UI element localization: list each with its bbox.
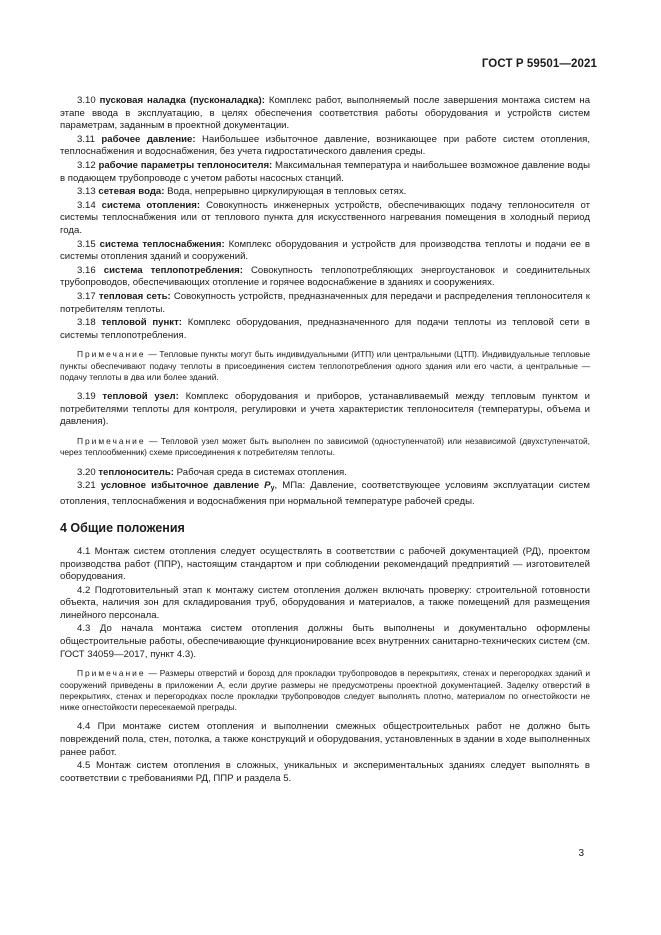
page-body [60, 95, 590, 786]
paragraph-4-2: 4.2 Подготовительный этап к монтажу систем отопления должен включать проверку: строительной готовности объекта, наличия зон для складирования труб, оборудования и материалов, а также помещений для размещения линейного персонала. [60, 584, 590, 621]
definition-3-11: 3.11 рабочее давление: Наибольшее избыточное давление, возникающее при работе систем отопления, теплоснабжения и водоснабжения, без учета гидростатического давления среды. [60, 133, 591, 158]
term: рабочие параметры теплоносителя: [98, 159, 273, 171]
definition-3-12: 3.12 рабочие параметры теплоносителя: Максимальная температура и наибольшее возможное давление воды в подающем трубопроводе с учетом работы насосных станций. [60, 159, 590, 184]
note-label: Примечание [77, 349, 146, 360]
definition-3-19: 3.19 тепловой узел: Комплекс оборудования и приборов, устанавливаемый между тепловым пунктом и потребителями теплоты для контроля, регулировки и учета характеристик теплоносителя (температуры, объема и давления). [60, 391, 590, 428]
term: теплоноситель: [98, 466, 174, 478]
paragraph-4-4: 4.4 При монтаже систем отопления и выполнении смежных общестроительных работ не должно быть повреждений пола, стен, потолка, а также конструкций и оборудования, установленных в здании в ходе выполненных ранее работ. [60, 721, 590, 758]
term: тепловая сеть: [98, 290, 171, 302]
definition-3-14: 3.14 система отопления: Совокупность инженерных устройств, обеспечивающих подачу теплоносителя от системы теплоснабжения или от теплового пункта для искусственного нагревания помещения в холодный период года. [60, 199, 590, 236]
term: условное избыточное давление [100, 480, 260, 492]
term: система теплопотребления: [103, 264, 243, 276]
term: пусковая наладка (пусконаладка): [99, 95, 265, 106]
definition-3-21: 3.21 условное избыточное давление $P_у$, МПа: Давление, соответствующее условиям эксплуатации систем отопления, теплоснабжения и водоснабжения при нормальной температуре рабочей среды. [60, 480, 590, 507]
note-3-18: Примечание — Тепловые пункты могут быть индивидуальными (ИТП) или центральными (ЦТП). Индивидуальные тепловые пункты обеспечивают подачу теплоты в присоединения систем теплопотребления одного здания или его части, а центральные — подачу теплоты в два или более зданий. [60, 349, 590, 382]
definition-3-16: 3.16 система теплопотребления: Совокупность теплопотребляющих энергоустановок и соединительных трубопроводов, обеспечивающих отопление и горячее водоснабжение в зданиях и сооружениях. [60, 264, 591, 289]
term: система отопления: [101, 199, 201, 211]
note-4-3: Примечание — Размеры отверстий и борозд для прокладки трубопроводов в перекрытиях, стенах и перегородках зданий и сооружений приведены в приложении А, если другие размеры не предусмотрены проектной документацией. Заделку отверстий в перекрытиях, стенах и перегородках после прокладки трубопроводов следует выполнять плотно, материалом по огнестойкости не ниже огнестойкости пересекаемой преграды. [60, 668, 590, 713]
term: рабочее давление: [101, 133, 196, 145]
paragraph-4-1: 4.1 Монтаж систем отопления следует осуществлять в соответствии с рабочей документацией (РД), проектом производства работ (ППР), настоящим стандартом и при соблюдении рекомендаций предприятий — изготовителей оборудования. [60, 545, 590, 583]
term: тепловой узел: [102, 391, 179, 403]
definition-3-17: 3.17 тепловая сеть: Совокупность устройств, предназначенных для передачи и распределения теплоносителя к потребителям теплоты. [60, 290, 590, 315]
pressure-symbol: P [264, 480, 271, 492]
paragraph-4-3: 4.3 До начала монтажа систем отопления должны быть выполнены и документально оформлены общестроительные работы, обеспечивающие функционирование всех внутренних санитарно-технических систем (см. ГОСТ 34059—2017, пункт 4.3). [60, 623, 590, 660]
page-number: 3 [578, 848, 584, 859]
definition-3-13: 3.13 сетевая вода: Вода, непрерывно циркулирующая в тепловых сетях. [77, 186, 407, 198]
note-3-19: Примечание — Тепловой узел может быть выполнен по зависимой (одноступенчатой) или независимой (двухступенчатой, через теплообменник) схеме присоединения к потребителям теплоты. [60, 435, 590, 458]
paragraph-4-5: 4.5 Монтаж систем отопления в сложных, уникальных и экспериментальных зданиях следует выполнять в соответствии с требованиями РД, ППР и раздела 5. [60, 760, 590, 784]
pressure-subscript: у [270, 485, 275, 493]
definition-3-15: 3.15 система теплоснабжения: Комплекс оборудования и устройств для производства теплоты и подачи ее в системы отопления зданий и сооружений. [60, 238, 590, 263]
note-label: Примечание [77, 668, 146, 679]
definition-3-10: 3.10 пусковая наладка (пусконаладка): Комплекс работ, выполняемый после завершения монтажа систем на этапе ввода в эксплуатацию, в целях обеспечения соответствия работы оборудования и устройств систем параметрам, заданным в проектной документации. [60, 95, 591, 132]
term: система теплоснабжения: [99, 238, 225, 250]
definition-3-20: 3.20 теплоноситель: Рабочая среда в системах отопления. [77, 466, 347, 478]
definition-3-18: 3.18 тепловой пункт: Комплекс оборудования, предназначенного для подачи теплоты из тепловой сети в системы теплопотребления. [60, 317, 590, 341]
section-4-title: 4 Общие положения [60, 521, 185, 536]
document-code: ГОСТ Р 59501—2021 [481, 58, 597, 70]
term: тепловой пункт: [101, 317, 182, 329]
note-label: Примечание [77, 435, 146, 446]
term: сетевая вода: [98, 186, 165, 198]
